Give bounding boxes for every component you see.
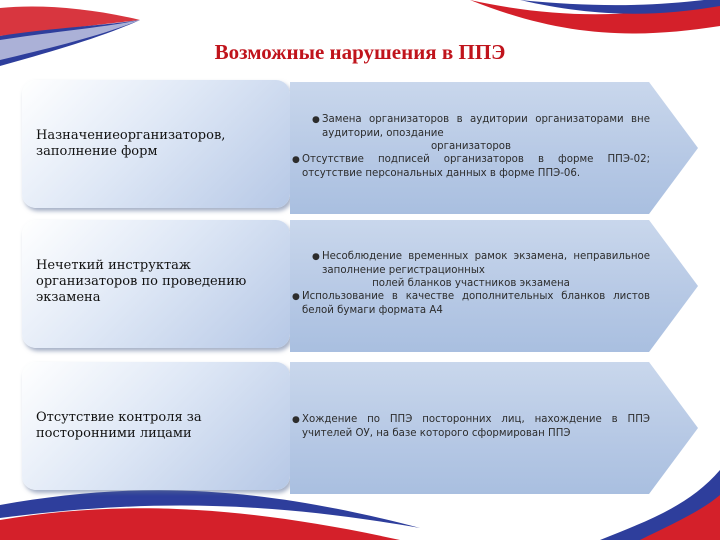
bullet-dot-icon: ● xyxy=(292,415,300,425)
bullet-dot-icon: ● xyxy=(292,155,300,165)
row2-bullets xyxy=(292,250,650,317)
row2-bullet-2 xyxy=(292,290,650,317)
row2-bullet-2-text: Использование в качестве дополнительных бланков листов белой бумаги формата А4 xyxy=(302,291,650,316)
row2-bullet-1-text: Несоблюдение временных рамок экзамена, неправильное заполнение регистрационных xyxy=(322,251,650,276)
row1-bullet-2-text: Отсутствие подписей организаторов в форме ППЭ-02; отсутствие персональных данных в форме ППЭ-06. xyxy=(302,154,650,179)
row3-bullet-1 xyxy=(292,413,650,440)
page-title: Возможные нарушения в ППЭ xyxy=(214,40,506,64)
row3-bullets xyxy=(292,413,650,440)
row3-bullet-1-text: Хождение по ППЭ посторонних лиц, нахождение в ППЭ учителей ОУ, на базе которого сформирован ППЭ xyxy=(302,414,650,439)
row1-bullet-1-text: Замена организаторов в аудитории организаторами вне аудитории, опоздание xyxy=(322,114,650,139)
row2-left-text: Нечеткий инструктаж организаторов по проведению экзамена xyxy=(36,258,247,305)
row1-bullet-2 xyxy=(292,153,650,180)
bullet-dot-icon: ● xyxy=(312,115,320,125)
bullet-dot-icon: ● xyxy=(312,252,320,262)
row1-left-text: Назначениеорганизаторов, заполнение форм xyxy=(36,128,226,159)
row1-bullet-1-tail: организаторов xyxy=(430,141,512,152)
row3-left-text: Отсутствие контроля за посторонними лицами xyxy=(36,410,202,441)
row2-bullet-1-tail: полей бланков участников экзамена xyxy=(372,278,570,289)
row1-bullets xyxy=(292,113,650,180)
bullet-dot-icon: ● xyxy=(292,292,300,302)
row1-bullet-1 xyxy=(292,113,650,140)
row2-bullet-1 xyxy=(292,250,650,277)
